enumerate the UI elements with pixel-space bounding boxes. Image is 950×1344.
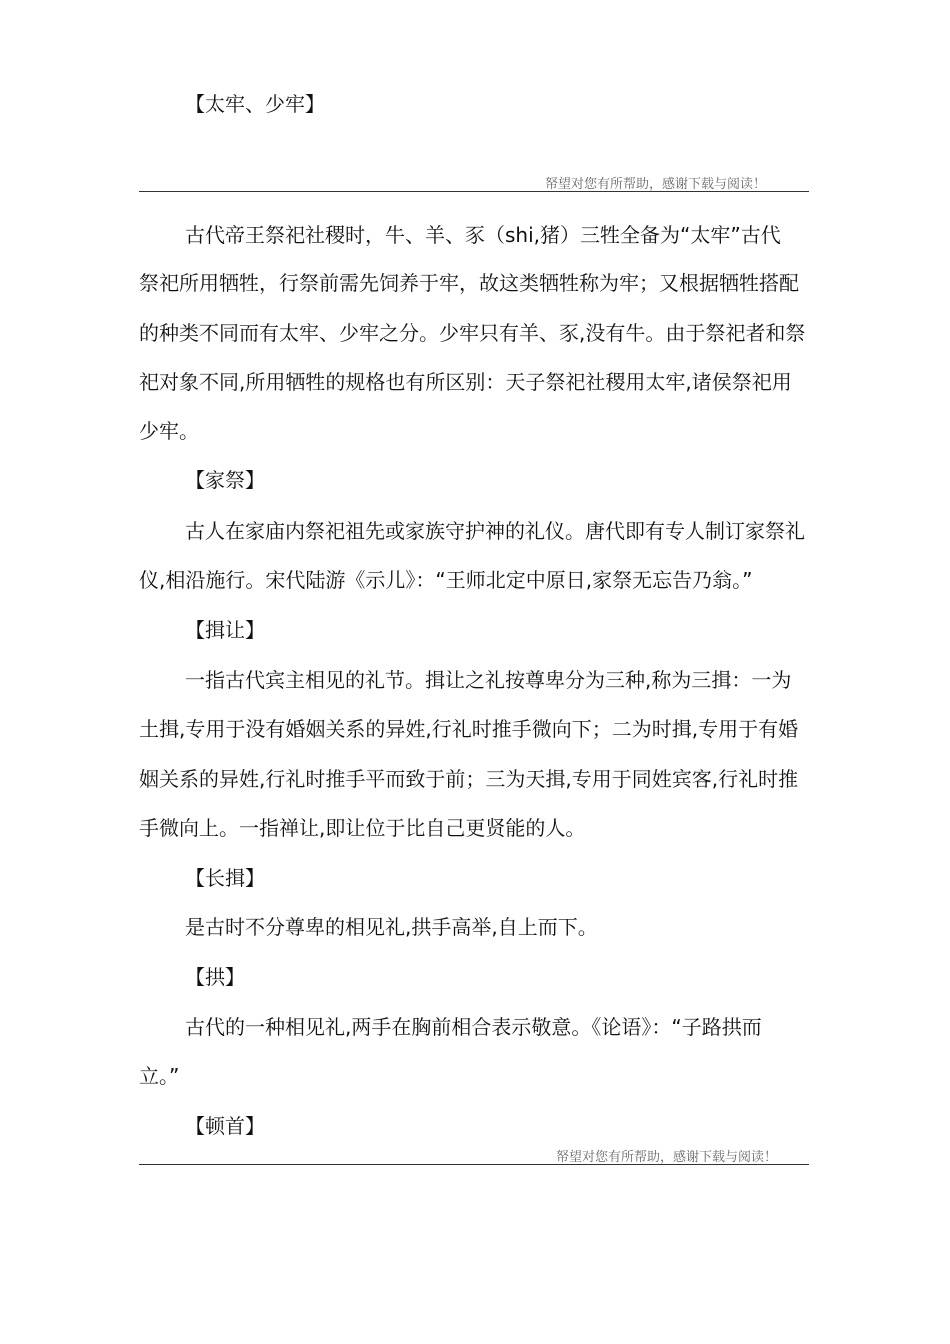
paragraph-line: 是古时不分尊卑的相见礼,拱手高举,自上而下。 (185, 915, 598, 939)
paragraph-line: 立。” (139, 1064, 180, 1088)
section-heading-gong: 【拱】 (185, 965, 245, 989)
paragraph-line: 古代的一种相见礼,两手在胸前相合表示敬意。《论语》：“子路拱而 (185, 1015, 762, 1039)
page-footer-text: 帑望对您有所帮助，感谢下载与阅读！ (545, 177, 767, 192)
section-heading-tailao: 【太牢、少牢】 (185, 92, 325, 116)
paragraph-line: 姻关系的异姓,行礼时推手平而致于前；三为天揖,专用于同姓宾客,行礼时推 (139, 767, 799, 791)
page-footer-rule (139, 191, 809, 192)
section-heading-yirang: 【揖让】 (185, 618, 265, 642)
paragraph-line: 土揖,专用于没有婚姻关系的异姓,行礼时推手微向下；二为时揖,专用于有婚 (139, 717, 799, 741)
paragraph-line: 的种类不同而有太牢、少牢之分。少牢只有羊、豕,没有牛。由于祭祀者和祭 (139, 321, 806, 345)
paragraph-line: 一指古代宾主相见的礼节。揖让之礼按尊卑分为三种,称为三揖：一为 (185, 668, 792, 692)
paragraph-line: 古代帝王祭祀社稷时，牛、羊、豕（shi,猪）三牲全备为“太牢”古代 (185, 223, 781, 247)
section-heading-changyi: 【长揖】 (185, 866, 265, 890)
paragraph-line: 古人在家庙内祭祀祖先或家族守护神的礼仪。唐代即有专人制订家祭礼 (185, 519, 805, 543)
paragraph-line: 祀对象不同,所用牺牲的规格也有所区别：天子祭祀社稷用太牢,诸侯祭祀用 (139, 370, 792, 394)
paragraph-line: 祭祀所用牺牲，行祭前需先饲养于牢，故这类牺牲称为牢；又根据牺牲搭配 (139, 271, 799, 295)
section-heading-jiaji: 【家祭】 (185, 468, 265, 492)
section-heading-dunshou: 【顿首】 (185, 1114, 265, 1138)
paragraph-line: 仪,相沿施行。宋代陆游《示儿》：“王师北定中原日,家祭无忘告乃翁。” (139, 568, 753, 592)
paragraph-line: 少牢。 (139, 419, 199, 443)
page-footer-text: 帑望对您有所帮助，感谢下载与阅读！ (556, 1150, 778, 1165)
paragraph-line: 手微向上。一指禅让,即让位于比自己更贤能的人。 (139, 816, 586, 840)
